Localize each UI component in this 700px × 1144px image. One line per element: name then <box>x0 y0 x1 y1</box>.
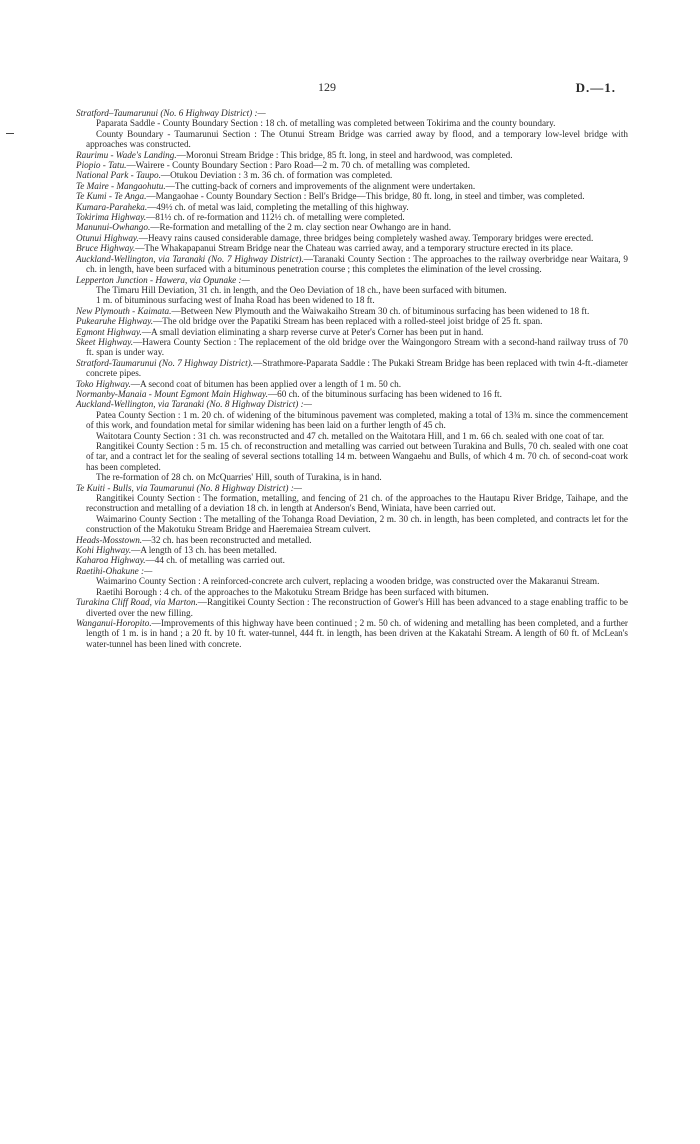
paragraph <box>76 441 628 472</box>
paragraph-text: —32 ch. has been reconstructed and metalled. <box>142 534 312 545</box>
paragraph <box>76 306 628 316</box>
paragraph <box>76 295 628 305</box>
paragraph-heading: Manunui-Owhango. <box>76 222 151 233</box>
document-code: D.—1. <box>575 80 616 95</box>
paragraph-text: —Heavy rains caused considerable damage, three bridges being completely washed away. Temporary bridges were erected. <box>138 232 594 243</box>
paragraph <box>76 472 628 482</box>
paragraph <box>76 514 628 535</box>
paragraph-heading: Pukearuhe Highway. <box>76 316 154 327</box>
paragraph-heading: Otunui Highway. <box>76 232 139 243</box>
paragraph <box>76 379 628 389</box>
paragraph-text: 1 m. of bituminous surfacing west of Inaha Road has been widened to 18 ft. <box>96 295 375 306</box>
paragraph <box>76 191 628 201</box>
paragraph-text: County Boundary - Taumarunui Section : The Otunui Stream Bridge was carried away by flood, and a temporary low-level bridge with approaches was constructed. <box>86 128 628 150</box>
paragraph <box>76 254 628 275</box>
paragraph-text: Rangitikei County Section : 5 m. 15 ch. of reconstruction and metalling was carried out between Turakina and Bulls, 70 ch. sealed with one coat of tar, and a contract let for the sealing of several sections totalling 14 m. between Wangaehu and Bulls, of which 4 m. 70 ch. of second-coat work has been completed. <box>86 441 628 472</box>
paragraph-heading: Skeet Highway. <box>76 336 134 347</box>
paragraph-text: —Rangitikei County Section : The reconstruction of Gower's Hill has been advanced to a stage enabling traffic to be diverted over the new filling. <box>86 597 628 618</box>
page-header <box>0 80 700 96</box>
paragraph <box>76 493 628 514</box>
paragraph-heading: Tokirima Highway. <box>76 212 147 223</box>
paragraph-heading: Te Kuiti - Bulls, via Taumarunui (No. 8 Highway District) :— <box>76 482 302 493</box>
paragraph-heading: Lepperton Junction - Hawera, via Opunake :— <box>76 274 250 285</box>
paragraph-text: —The Whakapapanui Stream Bridge near the Chateau was carried away, and a temporary structure erected in its place. <box>135 243 573 254</box>
paragraph-text: Raetihi Borough : 4 ch. of the approaches to the Makotuku Stream Bridge has been surfaced with bitumen. <box>96 586 489 597</box>
paragraph-text: —Otukou Deviation : 3 m. 36 ch. of formation was completed. <box>160 170 393 181</box>
paragraph-text: Rangitikei County Section : The formation, metalling, and fencing of 21 ch. of the approaches to the Hautapu River Bridge, Taihape, and the reconstruction and metalling of a deviation 18 ch. in length at Anderson's Bend, Winiata, have been carried out. <box>86 493 628 514</box>
paragraph <box>76 222 628 232</box>
paragraph <box>76 129 628 150</box>
paragraph <box>76 285 628 295</box>
paragraph <box>76 118 628 128</box>
paragraph-heading: Stratford-Taumarunui (No. 7 Highway District). <box>76 357 254 368</box>
paragraph-heading: New Plymouth - Kaimata. <box>76 305 172 316</box>
paragraph-text: Paparata Saddle - County Boundary Section : 18 ch. of metalling was completed between Tokirima and the county boundary. <box>96 118 556 129</box>
paragraph-text: —60 ch. of the bituminous surfacing has been widened to 16 ft. <box>267 388 502 399</box>
paragraph <box>76 618 628 649</box>
paragraph <box>76 576 628 586</box>
paragraph-text: The Timaru Hill Deviation, 31 ch. in length, and the Oeo Deviation of 18 ch., have been surfaced with bitumen. <box>96 284 507 295</box>
paragraph-text: The re-formation of 28 ch. on McQuarries' Hill, south of Turakina, is in hand. <box>96 472 382 483</box>
paragraph <box>76 275 628 285</box>
paragraph-heading: Te Maire - Mangaohutu. <box>76 180 166 191</box>
paragraph <box>76 316 628 326</box>
paragraph <box>76 202 628 212</box>
paragraph <box>76 555 628 565</box>
paragraph-text: —A second coat of bitumen has been applied over a length of 1 m. 50 ch. <box>130 378 401 389</box>
paragraph-text: —Improvements of this highway have been continued ; 2 m. 50 ch. of widening and metalling has been completed, and a further length of 1 m. is in hand ; a 20 ft. by 10 ft. water-tunnel, 444 ft. in length, has been driven at the Kakatahi Stream. A length of 60 ft. of McLean's water-tunnel has been lined with concrete. <box>86 617 628 649</box>
paragraph-text: —A length of 13 ch. has been metalled. <box>131 545 277 556</box>
paragraph-heading: Raurimu - Wade's Landing. <box>76 149 177 160</box>
body-text <box>76 108 628 649</box>
paragraph <box>76 545 628 555</box>
paragraph <box>76 535 628 545</box>
paragraph <box>76 337 628 358</box>
paragraph <box>76 243 628 253</box>
paragraph <box>76 212 628 222</box>
paragraph-text: —49½ ch. of metal was laid, completing the metalling of this highway. <box>147 201 409 212</box>
paragraph-heading: Wanganui-Horopito. <box>76 617 152 628</box>
paragraph-heading: Normanby-Manaia - Mount Egmont Main Highway. <box>76 388 268 399</box>
paragraph-heading: Auckland-Wellington, via Taranaki (No. 7 Highway District). <box>76 253 304 264</box>
paragraph-text: Waimarino County Section : The metalling of the Tohanga Road Deviation, 2 m. 30 ch. in length, has been completed, and contracts let for the construction of the Makotuku Stream Bridge and Haeremaiea Stream culvert. <box>86 513 628 535</box>
paragraph <box>76 431 628 441</box>
paragraph <box>76 389 628 399</box>
paragraph-text: Waitotara County Section : 31 ch. was reconstructed and 47 ch. metalled on the Waitotara Hill, and 1 m. 66 ch. sealed with one coat of tar. <box>96 430 605 441</box>
paragraph-text: —Re-formation and metalling of the 2 m. clay section near Owhango are in hand. <box>150 222 452 233</box>
paragraph <box>76 160 628 170</box>
paragraph-text: Waimarino County Section : A reinforced-concrete arch culvert, replacing a wooden bridge, was constructed over the Makaranui Stream. <box>96 576 600 587</box>
paragraph-heading: Raetihi-Ohakune :— <box>76 565 153 576</box>
paragraph-text: —Wairere - County Boundary Section : Paro Road—2 m. 70 ch. of metalling was completed. <box>126 160 470 171</box>
paragraph-text: —Strathmore-Paparata Saddle : The Pukaki Stream Bridge has been replaced with twin 4-ft.-diameter concrete pipes. <box>86 357 628 379</box>
paragraph <box>76 233 628 243</box>
paragraph-heading: National Park - Taupo. <box>76 170 161 181</box>
paragraph-text: —The cutting-back of corners and improvements of the alignment were undertaken. <box>165 180 476 191</box>
paragraph-heading: Te Kumi - Te Anga. <box>76 191 147 202</box>
paragraph-heading: Auckland-Wellington, via Taranaki (No. 8 Highway District) :— <box>76 399 312 410</box>
paragraph <box>76 566 628 576</box>
paragraph <box>76 181 628 191</box>
paragraph <box>76 399 628 409</box>
paragraph-text: —Between New Plymouth and the Waiwakaiho Stream 30 ch. of bituminous surfacing has been widened to 18 ft. <box>171 305 590 316</box>
paragraph-heading: Heads-Mosstown. <box>76 534 143 545</box>
paragraph-heading: Turakina Cliff Road, via Marton. <box>76 597 198 608</box>
paragraph-heading: Bruce Highway. <box>76 243 136 254</box>
paragraph-text: —The old bridge over the Papatiki Stream has been replaced with a rolled-steel joist bridge of 25 ft. span. <box>153 316 543 327</box>
paragraph <box>76 483 628 493</box>
paragraph-heading: Kaharoa Highway. <box>76 555 146 566</box>
paragraph-text: —81½ ch. of re-formation and 112½ ch. of metalling were completed. <box>146 212 405 223</box>
paragraph-text: —A small deviation eliminating a sharp reverse curve at Peter's Corner has been put in hand. <box>141 326 484 337</box>
paragraph <box>76 597 628 618</box>
paragraph <box>76 358 628 379</box>
paragraph-text: —44 ch. of metalling was carried out. <box>145 555 285 566</box>
paragraph <box>76 587 628 597</box>
paragraph-heading: Kohi Highway. <box>76 545 132 556</box>
paragraph-heading: Stratford–Taumarunui (No. 6 Highway District) :— <box>76 108 266 118</box>
paragraph <box>76 327 628 337</box>
paragraph <box>76 108 628 118</box>
paragraph <box>76 410 628 431</box>
paragraph <box>76 170 628 180</box>
paragraph-text: —Mangaohae - County Boundary Section : Bell's Bridge—This bridge, 80 ft. long, in steel and timber, was completed. <box>146 191 585 202</box>
paragraph-heading: Egmont Highway. <box>76 326 142 337</box>
paragraph-text: Patea County Section : 1 m. 20 ch. of widening of the bituminous pavement was completed, making a total of 13¾ m. since the commencement of this work, and foundation metal for similar widening has been laid on a further length of 45 ch. <box>86 409 628 431</box>
paragraph-heading: Kumara-Paraheka. <box>76 201 148 212</box>
paragraph-text: —Hawera County Section : The replacement of the old bridge over the Waingongoro Stream with a second-hand railway truss of 70 ft. span is under way. <box>86 336 629 358</box>
paragraph-heading: Toko Highway. <box>76 378 131 389</box>
paragraph-text: —Taranaki County Section : The approaches to the railway overbridge near Waitara, 9 ch. in length, have been surfaced with a bituminous penetration course ; this completes the elimination of the level crossing. <box>86 253 628 275</box>
paragraph <box>76 150 628 160</box>
paragraph-text: —Moronui Stream Bridge : This bridge, 85 ft. long, in steel and hardwood, was completed. <box>176 149 513 160</box>
page-number: 129 <box>318 80 336 94</box>
margin-mark <box>6 133 14 134</box>
paragraph-heading: Piopio - Tatu. <box>76 160 127 171</box>
